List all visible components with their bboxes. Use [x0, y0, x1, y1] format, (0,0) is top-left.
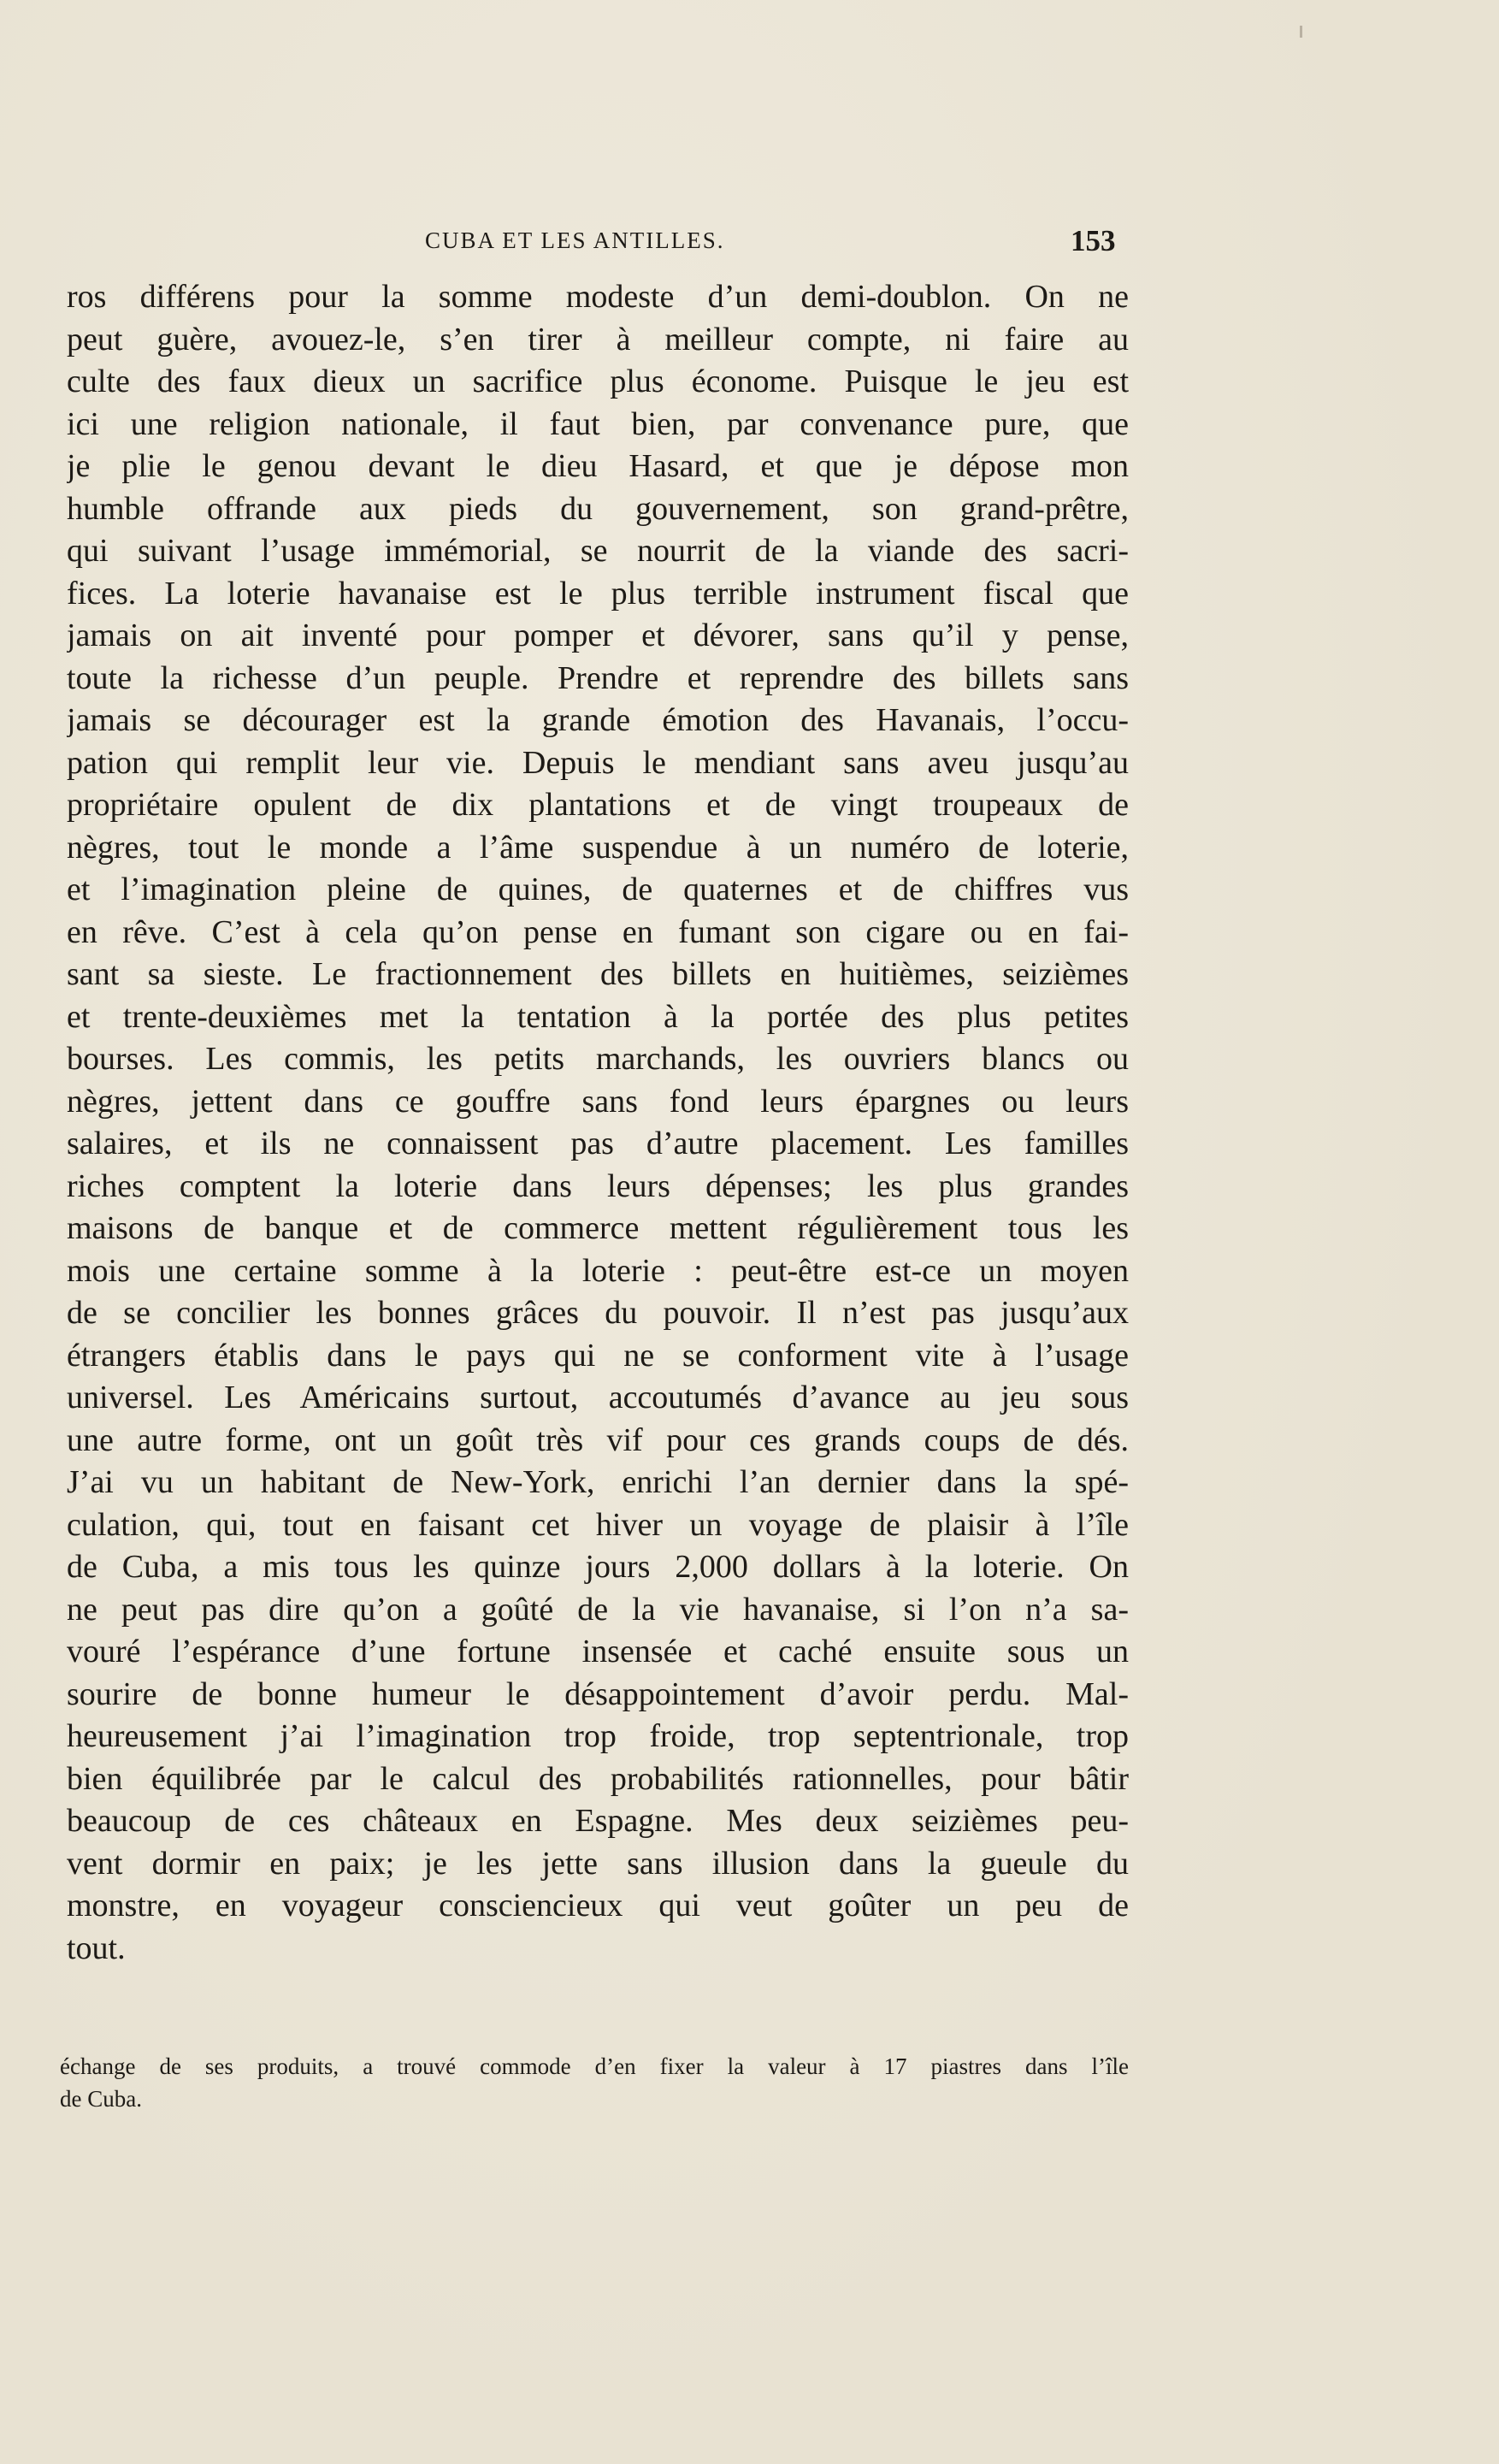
page-number: 153: [1071, 224, 1116, 257]
text-line: toute la richesse d’un peuple. Prendre et reprendre des billets sans: [67, 659, 1129, 696]
text-line: et l’imagination pleine de quines, de quaternes et de chiffres vus: [67, 872, 1129, 907]
footnote: [60, 2050, 1129, 2115]
text-line: qui suivant l’usage immémorial, se nourrit de la viande des sacri-: [67, 533, 1129, 569]
text-line: bourses. Les commis, les petits marchands, les ouvriers blancs ou: [67, 1041, 1129, 1077]
text-line: jamais on ait inventé pour pomper et dévorer, sans qu’il y pense,: [67, 617, 1129, 653]
text-line: beaucoup de ces châteaux en Espagne. Mes deux seizièmes peu-: [67, 1803, 1129, 1839]
running-head: [0, 224, 1499, 262]
text-line: universel. Les Américains surtout, accoutumés d’avance au jeu sous: [67, 1380, 1129, 1415]
text-line: humble offrande aux pieds du gouvernement, son grand-prêtre,: [67, 490, 1129, 527]
text-line: heureusement j’ai l’imagination trop froide, trop septentrionale, trop: [67, 1718, 1129, 1754]
text-line: je plie le genou devant le dieu Hasard, et que je dépose mon: [67, 448, 1129, 484]
footnote-line: de Cuba.: [60, 2086, 142, 2112]
text-line: riches comptent la loterie dans leurs dépenses; les plus grandes: [67, 1167, 1129, 1204]
text-line: culte des faux dieux un sacrifice plus économe. Puisque le jeu est: [67, 363, 1129, 399]
paper-mark: [1300, 26, 1302, 38]
text-line: jamais se décourager est la grande émotion des Havanais, l’occu-: [67, 702, 1129, 738]
text-line: vent dormir en paix; je les jette sans illusion dans la gueule du: [67, 1845, 1129, 1882]
text-line: mois une certaine somme à la loterie : peut-être est-ce un moyen: [67, 1252, 1129, 1289]
text-line: J’ai vu un habitant de New-York, enrichi l’an dernier dans la spé-: [67, 1464, 1129, 1500]
running-title: CUBA ET LES ANTILLES.: [425, 227, 725, 253]
text-line: vouré l’espérance d’une fortune insensée et caché ensuite sous un: [67, 1634, 1129, 1669]
text-line: une autre forme, ont un goût très vif pour ces grands coups de dés.: [67, 1421, 1129, 1458]
text-line: en rêve. C’est à cela qu’on pense en fumant son cigare ou en fai-: [67, 913, 1129, 950]
text-line: ici une religion nationale, il faut bien, par convenance pure, que: [67, 405, 1129, 442]
text-line: de se concilier les bonnes grâces du pouvoir. Il n’est pas jusqu’aux: [67, 1295, 1129, 1331]
text-line: étrangers établis dans le pays qui ne se conforment vite à l’usage: [67, 1337, 1129, 1374]
text-line: fices. La loterie havanaise est le plus terrible instrument fiscal que: [67, 575, 1129, 612]
text-line: nègres, jettent dans ce gouffre sans fond leurs épargnes ou leurs: [67, 1083, 1129, 1120]
text-line: nègres, tout le monde a l’âme suspendue à un numéro de loterie,: [67, 829, 1129, 866]
text-line: sourire de bonne humeur le désappointement d’avoir perdu. Mal-: [67, 1675, 1129, 1712]
text-line: sant sa sieste. Le fractionnement des billets en huitièmes, seizièmes: [67, 956, 1129, 992]
text-line: peut guère, avouez-le, s’en tirer à meilleur compte, ni faire au: [67, 321, 1129, 357]
text-line: monstre, en voyageur consciencieux qui veut goûter un peu de: [67, 1888, 1129, 1923]
text-line: bien équilibrée par le calcul des probabilités rationnelles, pour bâtir: [67, 1760, 1129, 1797]
footnote-line: échange de ses produits, a trouvé commode d’en fixer la valeur à 17 piastres dans l’île: [60, 2053, 1129, 2079]
text-line: pation qui remplit leur vie. Depuis le mendiant sans aveu jusqu’au: [67, 744, 1129, 781]
text-line: tout.: [67, 1929, 126, 1966]
text-line: de Cuba, a mis tous les quinze jours 2,000 dollars à la loterie. On: [67, 1549, 1129, 1585]
body-text: [67, 276, 1129, 1970]
text-line: et trente-deuxièmes met la tentation à la portée des plus petites: [67, 998, 1129, 1035]
text-line: propriétaire opulent de dix plantations et de vingt troupeaux de: [67, 787, 1129, 823]
text-line: culation, qui, tout en faisant cet hiver un voyage de plaisir à l’île: [67, 1506, 1129, 1543]
text-line: ne peut pas dire qu’on a goûté de la vie havanaise, si l’on n’a sa-: [67, 1591, 1129, 1628]
text-line: maisons de banque et de commerce mettent régulièrement tous les: [67, 1210, 1129, 1246]
text-line: salaires, et ils ne connaissent pas d’autre placement. Les familles: [67, 1126, 1129, 1161]
text-line: ros différens pour la somme modeste d’un demi-doublon. On ne: [67, 279, 1129, 315]
